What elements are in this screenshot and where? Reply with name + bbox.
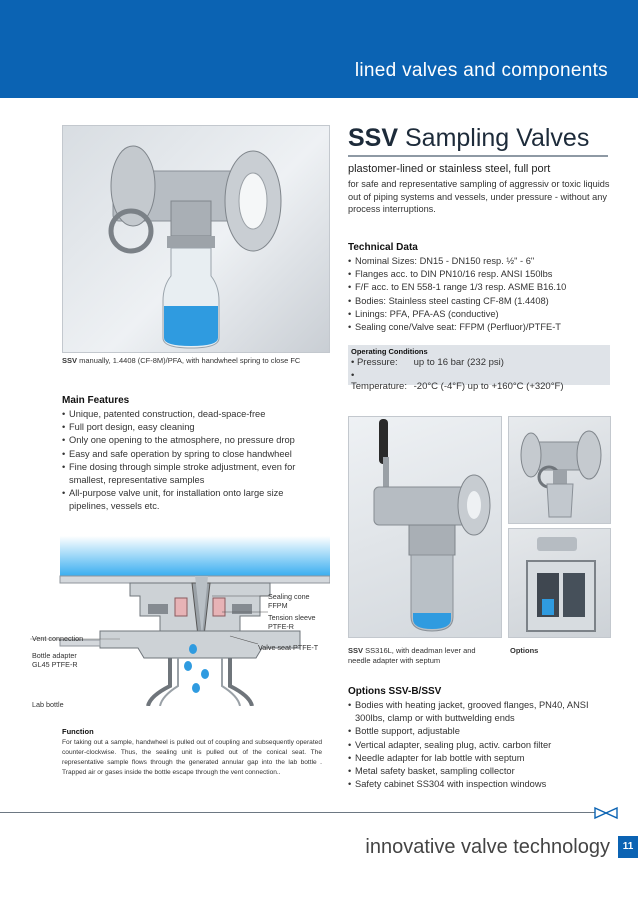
list-item: • All-purpose valve unit, for installation onto large size pipelines, vessels etc. <box>62 487 312 513</box>
temperature-row <box>351 370 563 392</box>
temperature-value: -20°C (-4°F) up to +160°C (+320°F) <box>413 381 564 392</box>
pressure-value: up to 16 bar (232 psi) <box>413 357 504 368</box>
product-code: SSV <box>348 124 399 152</box>
main-features-list <box>62 408 312 514</box>
list-item: • Flanges acc. to DIN PN10/16 resp. ANSI 150lbs <box>348 268 610 281</box>
list-item: • Safety cabinet SS304 with inspection windows <box>348 778 610 791</box>
function-heading: Function <box>62 727 94 736</box>
list-item: • Nominal Sizes: DN15 - DN150 resp. ½" - 6" <box>348 255 610 268</box>
list-item: • Unique, patented construction, dead-space-free <box>62 408 312 421</box>
list-item: • Sealing cone/Valve seat: FFPM (Perfluor)/PTFE-T <box>348 321 610 334</box>
valve-symbol-icon <box>594 806 618 820</box>
operating-conditions-heading: Operating Conditions <box>351 347 428 356</box>
diagram-label-gl45: GL45 PTFE-R <box>32 660 78 669</box>
diagram-label-lab-bottle: Lab bottle <box>32 700 64 709</box>
photo-b-caption-text: SS316L, with deadman lever and needle adapter with septum <box>348 646 476 665</box>
title-rule <box>348 155 608 157</box>
pressure-row <box>351 357 504 368</box>
list-item: • Only one opening to the atmosphere, no pressure drop <box>62 434 312 447</box>
list-item: • Bodies with heating jacket, grooved flanges, PN40, ANSI 300lbs, clamp or with buttwelding ends <box>348 699 610 725</box>
pressure-label: • Pressure: <box>351 357 398 368</box>
diagram-label-bottle-adapter: Bottle adapter <box>32 651 77 660</box>
main-photo-caption <box>62 356 330 366</box>
photo-b-caption <box>348 646 498 666</box>
list-item: • Bottle support, adjustable <box>348 725 610 738</box>
list-item: • Easy and safe operation by spring to close handwheel <box>62 448 312 461</box>
diagram-label-vent-connection: Vent connection <box>32 634 84 643</box>
options-safety-cabinet-photo <box>508 528 611 638</box>
photo-b-caption-code: SSV <box>348 646 364 655</box>
list-item: • Vertical adapter, sealing plug, activ. carbon filter <box>348 739 610 752</box>
diagram-label-ptfe-r: PTFE-R <box>268 622 294 631</box>
temperature-label: • Temperature: <box>351 370 407 392</box>
options-valve-photo-top <box>508 416 611 524</box>
list-item: • Full port design, easy cleaning <box>62 421 312 434</box>
header-band <box>0 0 638 98</box>
ssv-deadman-lever-photo <box>348 416 502 638</box>
list-item: • Bodies: Stainless steel casting CF-8M (1.4408) <box>348 295 610 308</box>
product-title <box>348 124 589 153</box>
valve-cross-section-diagram <box>30 536 330 706</box>
product-intro: for safe and representative sampling of aggressiv or toxic liquids out of piping systems and vessels, under pressure - without any process interruptions. <box>348 179 610 214</box>
technical-data-list <box>348 255 610 334</box>
footer-tagline: innovative valve technology <box>365 836 610 858</box>
ssv-valve-photo <box>62 125 330 353</box>
options-photo-caption: Options <box>510 646 539 655</box>
list-item: • Metal safety basket, sampling collector <box>348 765 610 778</box>
list-item: • F/F acc. to EN 558-1 range 1/3 resp. ASME B16.10 <box>348 281 610 294</box>
footer-rule <box>0 812 604 813</box>
product-subtitle: plastomer-lined or stainless steel, full port <box>348 163 551 175</box>
list-item: • Fine dosing through simple stroke adjustment, even for smallest, representative samples <box>62 461 312 487</box>
header-title: lined valves and components <box>354 60 608 81</box>
technical-data-heading: Technical Data <box>348 242 418 253</box>
diagram-label-ffpm: FFPM <box>268 601 288 610</box>
list-item: • Linings: PFA, PFA-AS (conductive) <box>348 308 610 321</box>
main-photo-caption-text: manually, 1.4408 (CF-8M)/PFA, with handwheel spring to close FC <box>79 356 301 365</box>
main-features-heading: Main Features <box>62 395 130 406</box>
diagram-label-tension-sleeve: Tension sleeve <box>268 613 316 622</box>
main-photo-caption-code: SSV <box>62 356 78 365</box>
operating-conditions-box <box>348 345 610 392</box>
page-number: 11 <box>618 836 638 858</box>
options-list <box>348 699 610 791</box>
diagram-label-valve-seat: Valve seat PTFE-T <box>258 643 319 652</box>
diagram-label-sealing-cone: Sealing cone <box>268 592 310 601</box>
function-text: For taking out a sample, handwheel is pulled out of coupling and subsequently operated counter-clockwise. Thus, the sealing unit is pulled out of the conical seat. The representative sample flows through the generated annular gap into the lab bottle . Trapped air or gases inside the bottle escape through the vent connection.. <box>62 739 322 776</box>
product-name: Sampling Valves <box>404 124 590 152</box>
options-heading: Options SSV-B/SSV <box>348 686 442 697</box>
list-item: • Needle adapter for lab bottle with septum <box>348 752 610 765</box>
